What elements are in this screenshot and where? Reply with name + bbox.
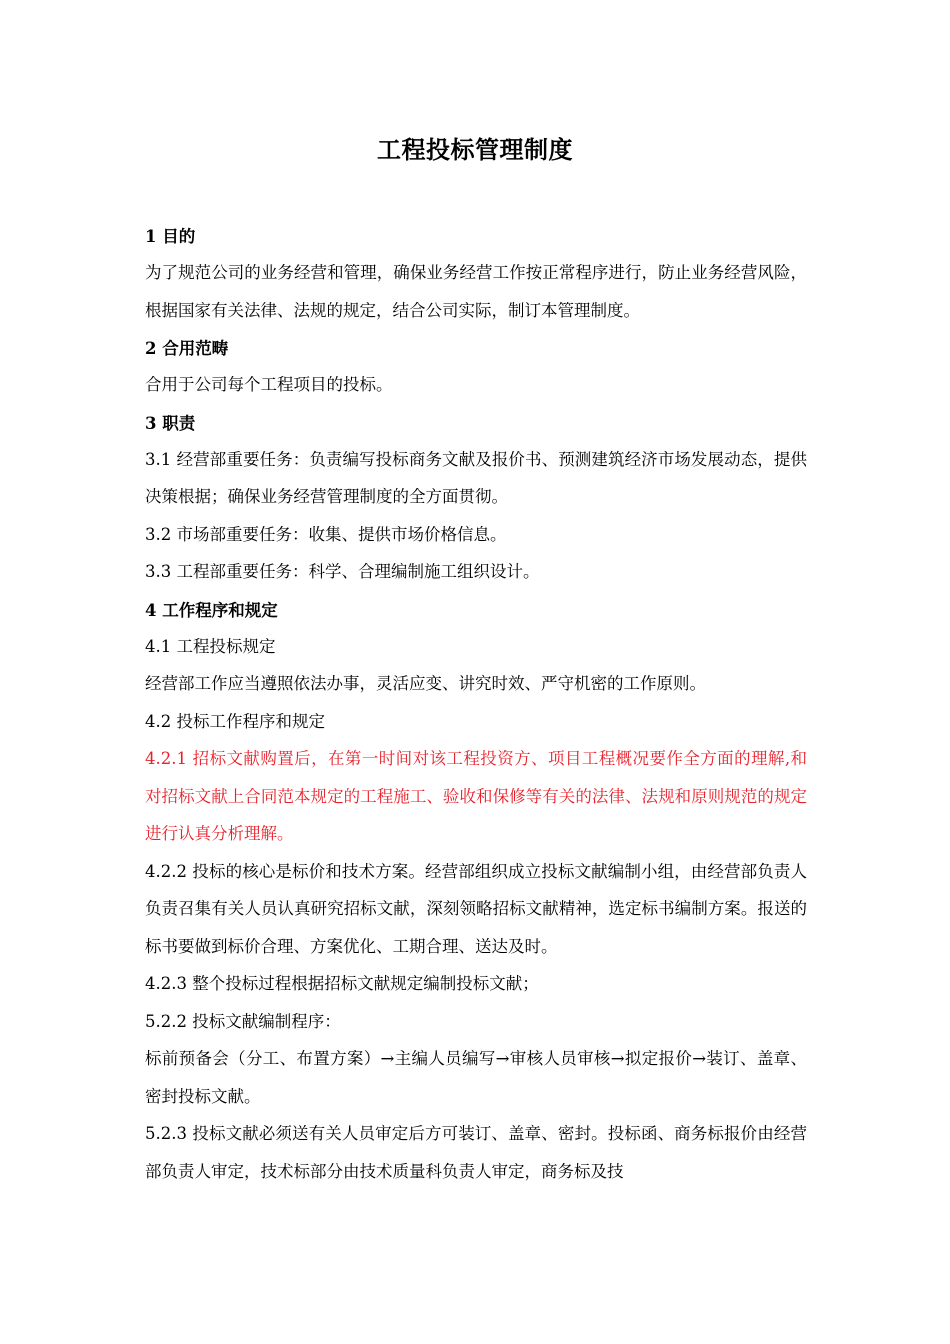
paragraph-3-2: 3.2 市场部重要任务：收集、提供市场价格信息。 [145, 524, 507, 544]
paragraph-scope: 合用于公司每个工程项目的投标。 [145, 375, 393, 394]
section-heading-scope: 2 合用范畴 [145, 339, 229, 358]
document-title: 工程投标管理制度 [377, 135, 573, 164]
paragraph-5-2-3: 5.2.3 投标文献必须送有关人员审定后方可装订、盖章、密封。投标函、商务标报价由经营部负责人审定，技术标部分由技术质量科负责人审定，商务标及技 [145, 1124, 807, 1181]
section-heading-procedures: 4 工作程序和规定 [145, 600, 278, 620]
paragraph-4-2-3: 4.2.3 整个投标过程根据招标文献规定编制投标文献； [145, 974, 539, 993]
paragraph-4-1: 4.1 工程投标规定 [145, 636, 276, 656]
paragraph-5-2-2-flow: 标前预备会（分工、布置方案）→主编人员编写→审核人员审核→拟定报价→装订、盖章、密封投标文献。 [145, 1049, 807, 1106]
document-body [145, 220, 807, 1190]
paragraph-purpose: 为了规范公司的业务经营和管理，确保业务经营工作按正常程序进行，防止业务经营风险，根据国家有关法律、法规的规定，结合公司实际，制订本管理制度。 [145, 263, 807, 320]
paragraph-3-1: 3.1 经营部重要任务：负责编写投标商务文献及报价书、预测建筑经济市场发展动态，提供决策根据；确保业务经营管理制度的全方面贯彻。 [145, 449, 807, 506]
paragraph-3-3: 3.3 工程部重要任务：科学、合理编制施工组织设计。 [145, 562, 540, 581]
paragraph-4-2-1-highlighted: 4.2.1 招标文献购置后，在第一时间对该工程投资方、项目工程概况要作全方面的理解,和对招标文献上合同范本规定的工程施工、验收和保修等有关的法律、法规和原则规范的规定进行认真分析理解。 [145, 749, 807, 843]
section-heading-responsibilities: 3 职责 [145, 413, 196, 433]
paragraph-4-2-2: 4.2.2 投标的核心是标价和技术方案。经营部组织成立投标文献编制小组，由经营部负责人负责召集有关人员认真研究招标文献，深刻领略招标文献精神，选定标书编制方案。报送的标书要做到标价合理、方案优化、工期合理、送达及时。 [145, 861, 807, 956]
paragraph-4-2: 4.2 投标工作程序和规定 [145, 711, 325, 731]
paragraph-4-1-body: 经营部工作应当遵照依法办事，灵活应变、讲究时效、严守机密的工作原则。 [145, 674, 706, 693]
paragraph-5-2-2: 5.2.2 投标文献编制程序： [145, 1011, 341, 1031]
section-heading-purpose: 1 目的 [145, 227, 196, 246]
